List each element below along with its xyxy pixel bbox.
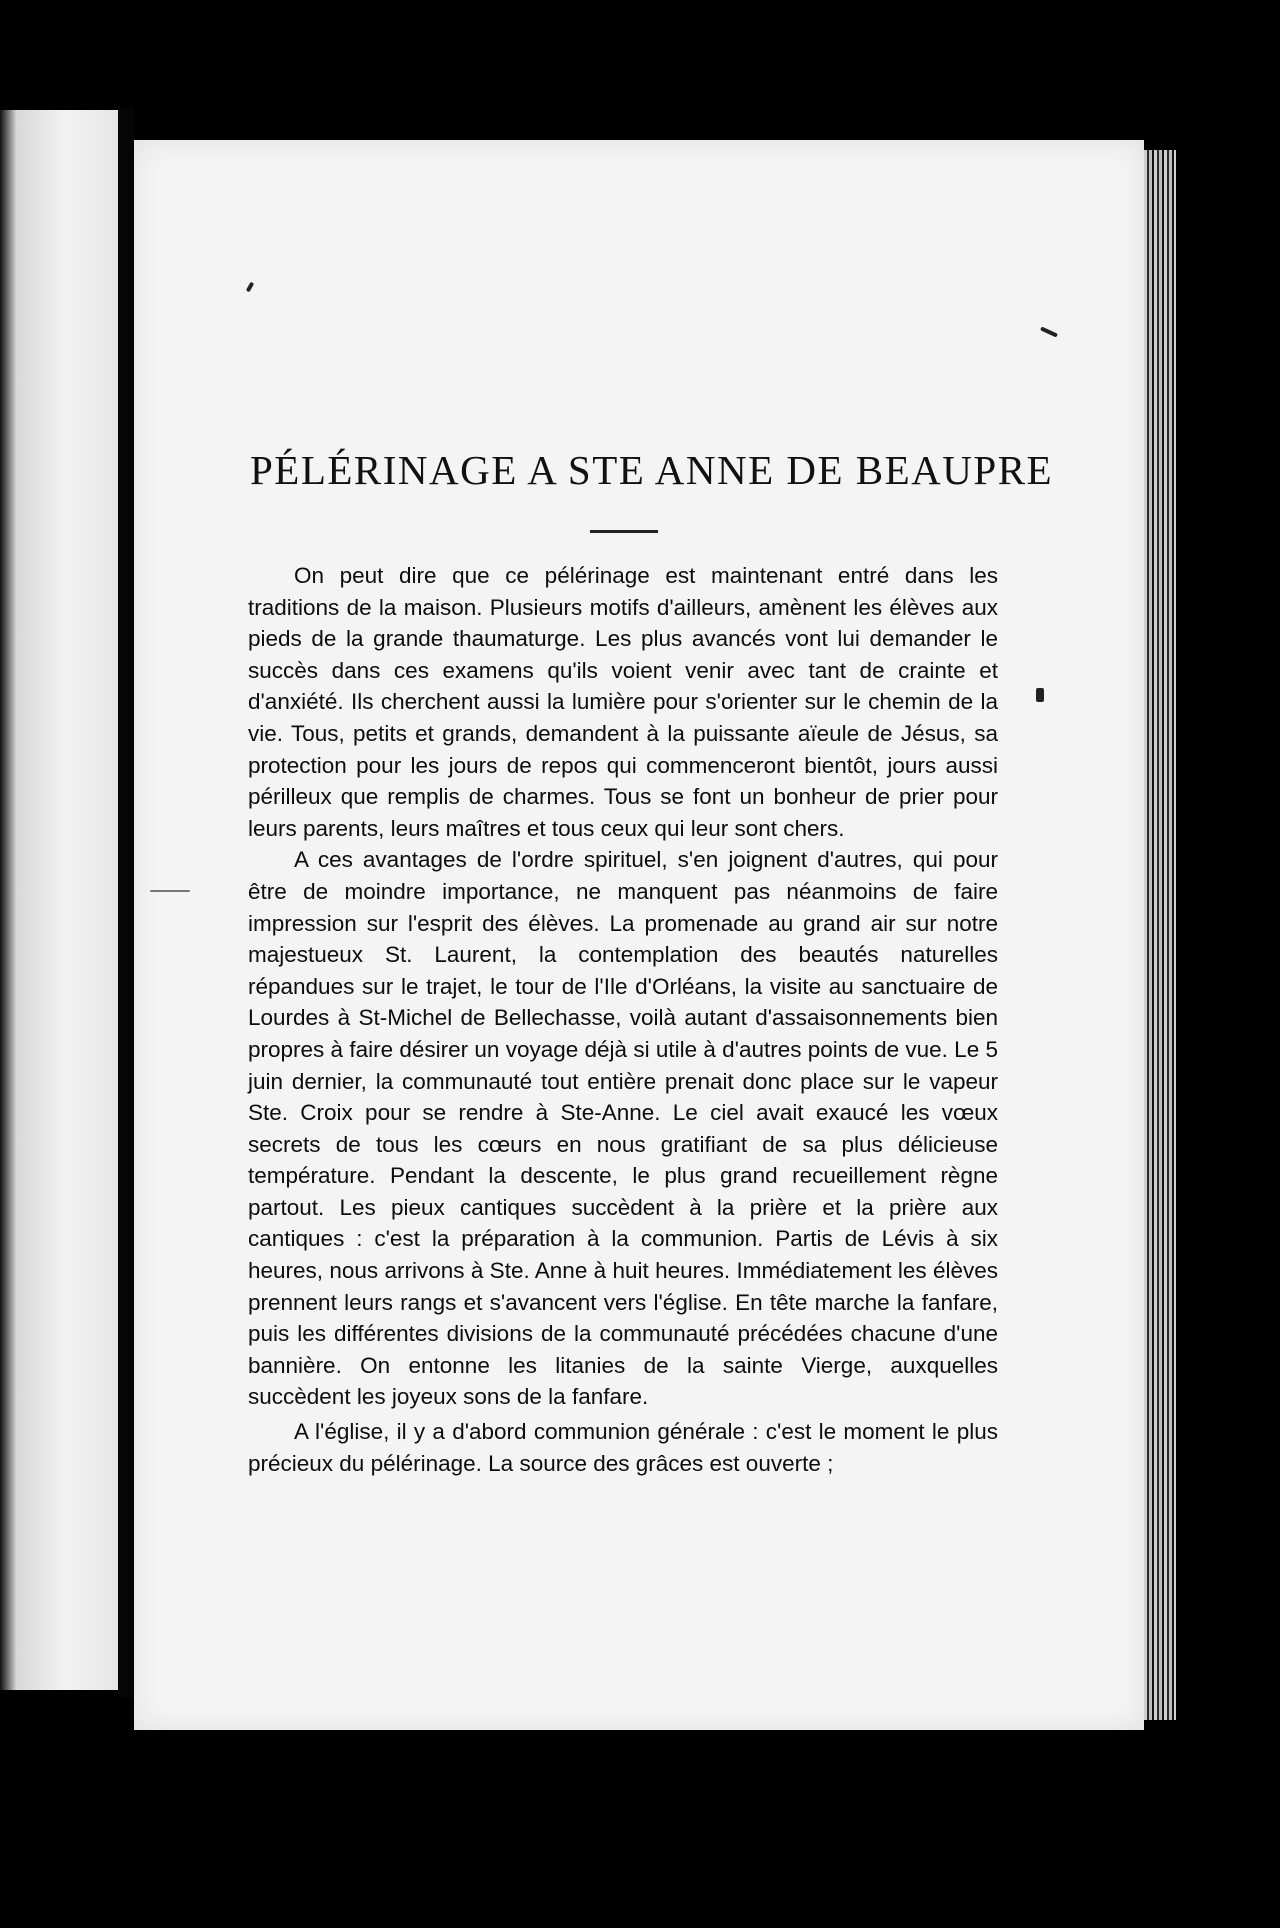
book-gutter <box>118 108 134 1698</box>
ink-speck <box>150 890 190 892</box>
paragraph: A ces avantages de l'ordre spirituel, s'en joignent d'autres, qui pour être de moindre importance, ne manquent pas néanmoins de faire impression sur l'esprit des élèves. La promenade au grand air sur notre majestueux St. Laurent, la contemplation des beautés naturelles répandues sur le trajet, le tour de l'Ile d'Orléans, la visite au sanctuaire de Lourdes à St-Michel de Bellechasse, voilà autant d'assaisonnements bien propres à faire désirer un voyage déjà si utile à d'autres points de vue. Le 5 juin dernier, la communauté tout entière prenait donc place sur le vapeur Ste. Croix pour se rendre à Ste-Anne. Le ciel avait exaucé les vœux secrets de tous les cœurs en nous gratifiant de sa plus délicieuse température. Pendant la descente, le plus grand recueillement règne partout. Les pieux cantiques succèdent à la prière et la prière aux cantiques : c'est la préparation à la communion. Partis de Lévis à six heures, nous arrivons à Ste. Anne à huit heures. Immédiatement les élèves prennent leurs rangs et s'avancent vers l'église. En tête marche la fanfare, puis les différentes divisions de la communauté précédées chacune d'une bannière. On entonne les litanies de la sainte Vierge, auxquelles succèdent les joyeux sons de la fanfare. <box>248 847 998 1410</box>
title-rule <box>590 530 658 533</box>
page-stack-edge <box>1144 150 1176 1720</box>
ink-speck <box>1036 688 1044 702</box>
page-title: PÉLÉRINAGE A STE ANNE DE BEAUPRE <box>250 447 1054 493</box>
body-text <box>248 560 998 1479</box>
paragraph: A l'église, il y a d'abord communion générale : c'est le moment le plus précieux du pélérinage. La source des grâces est ouverte ; <box>248 1419 998 1476</box>
paragraph: On peut dire que ce pélérinage est maintenant entré dans les traditions de la maison. Plusieurs motifs d'ailleurs, amènent les élèves aux pieds de la grande thaumaturge. Les plus avancés vont lui demander le succès dans ces examens qu'ils voient venir avec tant de crainte et d'anxiété. Ils cherchent aussi la lumière pour s'orienter sur le chemin de la vie. Tous, petits et grands, demandent à la puissante aïeule de Jésus, sa protection pour les jours de repos qui commenceront bientôt, jours aussi périlleux que remplis de charmes. Tous se font un bonheur de prier pour leurs parents, leurs maîtres et tous ceux qui leur sont chers. <box>248 563 998 841</box>
facing-page-edge <box>0 110 118 1690</box>
